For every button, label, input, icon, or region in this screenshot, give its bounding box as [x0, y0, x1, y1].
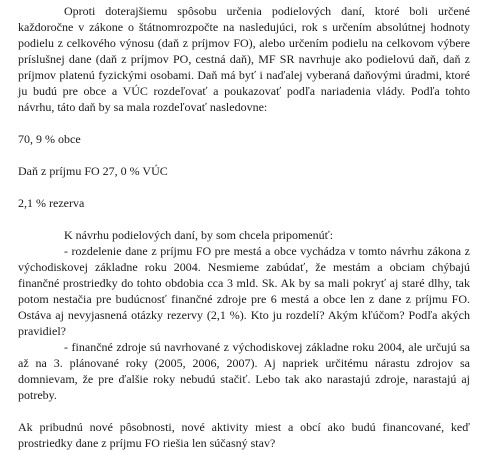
- document-page: [18, 3, 470, 451]
- intro-paragraph: Oproti doterajšiemu spôsobu určenia podielových daní, ktoré boli určené každoročne v zákone o štátnomrozpočte na nasledujúci, rok s určením absolútnej hodnoty podielu z celkového výnosu (daň z príjmov FO), alebo určením podielu na celkovom výbere príslušnej dane (daň z príjmov PO, cestná daň), MF SR navrhuje ako podielovú daň, daň z príjmov platenú fyzickými osobami. Daň má byť i naďalej vyberaná daňovými úradmi, ktoré ju budú pre obce a VÚC rozdeľovať a poukazovať podľa nariadenia vlády. Podľa tohto návrhu, táto daň by sa mala rozdeľovať nasledovne:: [18, 4, 470, 114]
- share-reserve: 2,1 % rezerva: [18, 196, 85, 210]
- share-vuc: Daň z príjmu FO 27, 0 % VÚC: [18, 164, 168, 178]
- closing-question: Ak pribudnú nové pôsobnosti, nové aktivity miest a obcí ako budú financované, keď prostriedky dane z príjmu FO riešia len súčasný stav?: [18, 420, 470, 450]
- remarks-intro: K návrhu podielových daní, by som chcela pripomenúť:: [64, 228, 334, 242]
- remark-2: - finančné zdroje sú navrhované z východiskovej základne roku 2004, ale určujú sa až na 3. plánované roky (2005, 2006, 2007). Aj napriek určitému nárastu zdrojov sa domnievam, že pre ďalšie roky nebudú stačiť. Lebo tak ako narastajú zdroje, narastajú aj potreby.: [18, 340, 470, 402]
- share-obce: 70, 9 % obce: [18, 132, 81, 146]
- remark-1: - rozdelenie dane z príjmu FO pre mestá a obce vychádza v tomto návrhu zákona z východiskovej základne roku 2004. Nesmieme zabúdať, že mestám a obciam chýbajú finančné prostriedky do tohto obdobia cca 3 mld. Sk. Ak by sa mali pokryť aj staré dlhy, tak potom nestačia pre budúcnosť finančné zdroje pre 6 mestá a obce len z dane z príjmu FO. Ostáva aj nevyjasnená otázky rezervy (2,1 %). Kto ju rozdelí? Akým kľúčom? Podľa akých pravidiel?: [18, 244, 470, 338]
